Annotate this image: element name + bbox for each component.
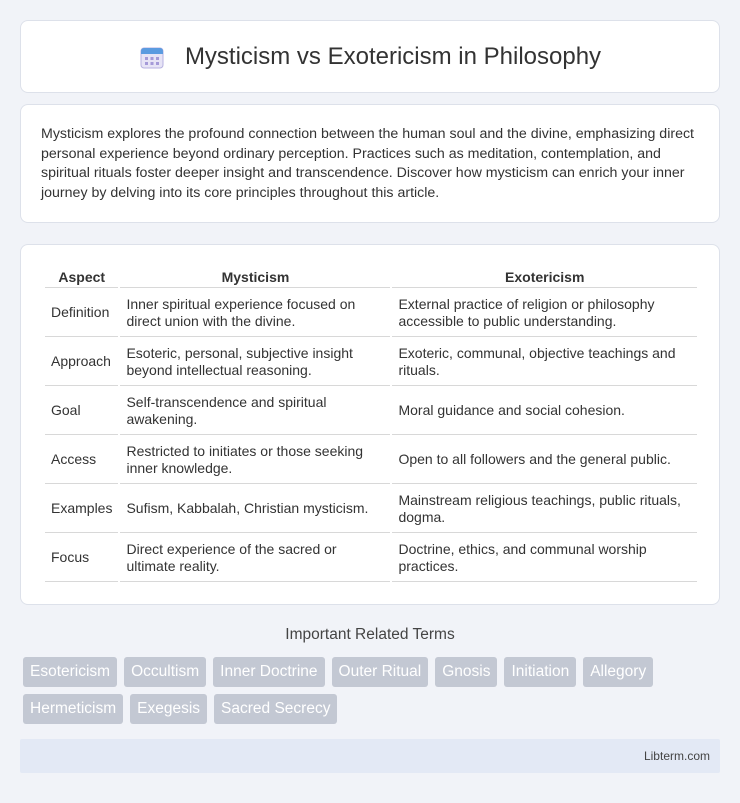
related-terms-title: Important Related Terms — [285, 626, 455, 643]
header-exotericism: Exotericism — [392, 265, 697, 288]
tag-esotericism[interactable]: Esotericism — [23, 657, 117, 687]
tag-sacred-secrecy[interactable]: Sacred Secrecy — [214, 694, 337, 724]
tag-outer-ritual[interactable]: Outer Ritual — [332, 657, 429, 687]
cell-mysticism: Self-transcendence and spiritual awakening. — [120, 388, 390, 435]
table-header-row — [45, 265, 697, 288]
footer — [20, 739, 720, 773]
cell-mysticism: Inner spiritual experience focused on direct union with the divine. — [120, 290, 390, 337]
tag-occultism[interactable]: Occultism — [124, 657, 206, 687]
cell-exotericism: Moral guidance and social cohesion. — [392, 388, 697, 435]
cell-aspect: Definition — [45, 290, 118, 337]
tag-inner-doctrine[interactable]: Inner Doctrine — [213, 657, 324, 687]
header-card — [20, 20, 720, 93]
cell-aspect: Examples — [45, 486, 118, 533]
intro-text: Mysticism explores the profound connection between the human soul and the divine, emphasizing direct personal experience beyond ordinary perception. Practices such as meditation, contemplation, and spiritual rituals foster deeper insight and transcendence. Discover how mysticism can enrich your inner journey by delving into its core principles throughout this article. — [41, 126, 694, 201]
tag-hermeticism[interactable]: Hermeticism — [23, 694, 123, 724]
cell-mysticism: Direct experience of the sacred or ultimate reality. — [120, 535, 390, 582]
comparison-card — [20, 244, 720, 605]
tag-initiation[interactable]: Initiation — [504, 657, 576, 687]
cell-exotericism: Open to all followers and the general public. — [392, 437, 697, 484]
table-row — [45, 486, 697, 533]
table-row — [45, 339, 697, 386]
table-row — [45, 535, 697, 582]
footer-site-link[interactable]: Libterm.com — [643, 749, 710, 763]
table-row — [45, 388, 697, 435]
cell-mysticism: Restricted to initiates or those seeking inner knowledge. — [120, 437, 390, 484]
tag-allegory[interactable]: Allegory — [583, 657, 653, 687]
cell-aspect: Access — [45, 437, 118, 484]
tag-gnosis[interactable]: Gnosis — [435, 657, 497, 687]
comparison-table — [43, 263, 699, 584]
intro-card — [20, 104, 720, 223]
table-row — [45, 437, 697, 484]
related-terms-list — [23, 657, 723, 731]
cell-mysticism: Esoteric, personal, subjective insight beyond intellectual reasoning. — [120, 339, 390, 386]
header-mysticism: Mysticism — [120, 265, 390, 288]
cell-aspect: Focus — [45, 535, 118, 582]
cell-aspect: Approach — [45, 339, 118, 386]
calendar-icon — [139, 44, 165, 70]
cell-aspect: Goal — [45, 388, 118, 435]
page-title: Mysticism vs Exotericism in Philosophy — [184, 42, 602, 70]
tag-exegesis[interactable]: Exegesis — [130, 694, 207, 724]
cell-mysticism: Sufism, Kabbalah, Christian mysticism. — [120, 486, 390, 533]
cell-exotericism: Doctrine, ethics, and communal worship practices. — [392, 535, 697, 582]
cell-exotericism: Exoteric, communal, objective teachings and rituals. — [392, 339, 697, 386]
cell-exotericism: External practice of religion or philosophy accessible to public understanding. — [392, 290, 697, 337]
cell-exotericism: Mainstream religious teachings, public rituals, dogma. — [392, 486, 697, 533]
header-aspect: Aspect — [45, 265, 118, 288]
table-row — [45, 290, 697, 337]
